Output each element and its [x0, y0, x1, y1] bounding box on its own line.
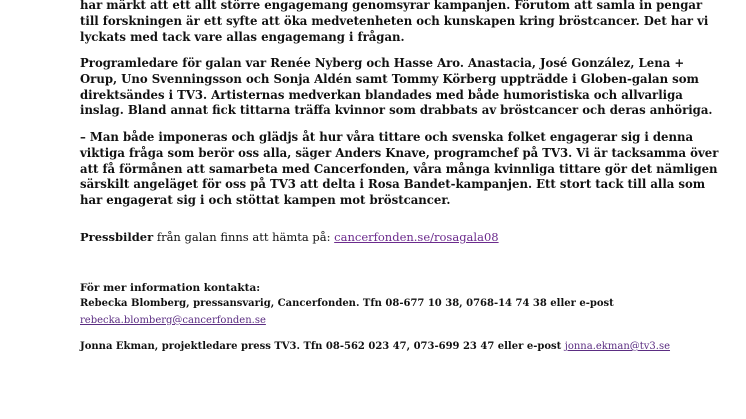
contact-text-jonna: Jonna Ekman, projektledare press TV3. Tfn 08-562 023 47, 073-699 23 47 eller e-post [80, 341, 565, 352]
press-images-text: från galan finns att hämta på: [153, 230, 335, 244]
email-link-jonna[interactable]: jonna.ekman@tv3.se [564, 341, 671, 352]
paragraph-hosts: Programledare för galan var Renée Nyberg och Hasse Aro. Anastacia, José González, Lena + Orup, Uno Svenningsson och Sonja Aldén samt Tommy Körberg uppträdde i Globen-galan som direktsändes i TV3. Artisternas medverkan blandades med både humoristiska och allvarliga inslag. Bland annat fick tittarna träffa kvinnor som drabbats av bröstcancer och deras anhöriga. [80, 56, 713, 118]
contact-heading: För mer information kontakta: [80, 282, 261, 294]
press-images-label: Pressbilder [80, 230, 154, 244]
press-images-link[interactable]: cancerfonden.se/rosagala08 [334, 230, 499, 244]
paragraph-intro: har märkt att ett allt större engagemang genomsyrar kampanjen. Förutom att samla in pengar till forskningen är ett syfte att öka medvetenheten och kunskapen kring bröstcancer. Det har vi lyckats med tack vare allas engagemang i frågan. [80, 0, 709, 44]
contact-line-rebecka: Rebecka Blomberg, pressansvarig, Cancerfonden. Tfn 08-677 10 38, 0768-14 74 38 eller e-post [80, 298, 614, 309]
press-images-line [80, 230, 499, 245]
paragraph-quote: – Man både imponeras och glädjs åt hur våra tittare och svenska folket engagerar sig i denna viktiga fråga som berör oss alla, säger Anders Knave, programchef på TV3. Vi är tacksamma över att få förmånen att samarbeta med Cancerfonden, våra många kvinnliga tittare gör det nämligen särskilt angeläget för oss på TV3 att delta i Rosa Bandet-kampanjen. Ett stort tack till alla som har engagerat sig i och stöttat kampen mot bröstcancer. [80, 130, 719, 208]
contact-line-jonna [80, 340, 670, 353]
email-link-rebecka[interactable]: rebecka.blomberg@cancerfonden.se [80, 315, 266, 326]
contact-email-rebecka [80, 314, 266, 327]
